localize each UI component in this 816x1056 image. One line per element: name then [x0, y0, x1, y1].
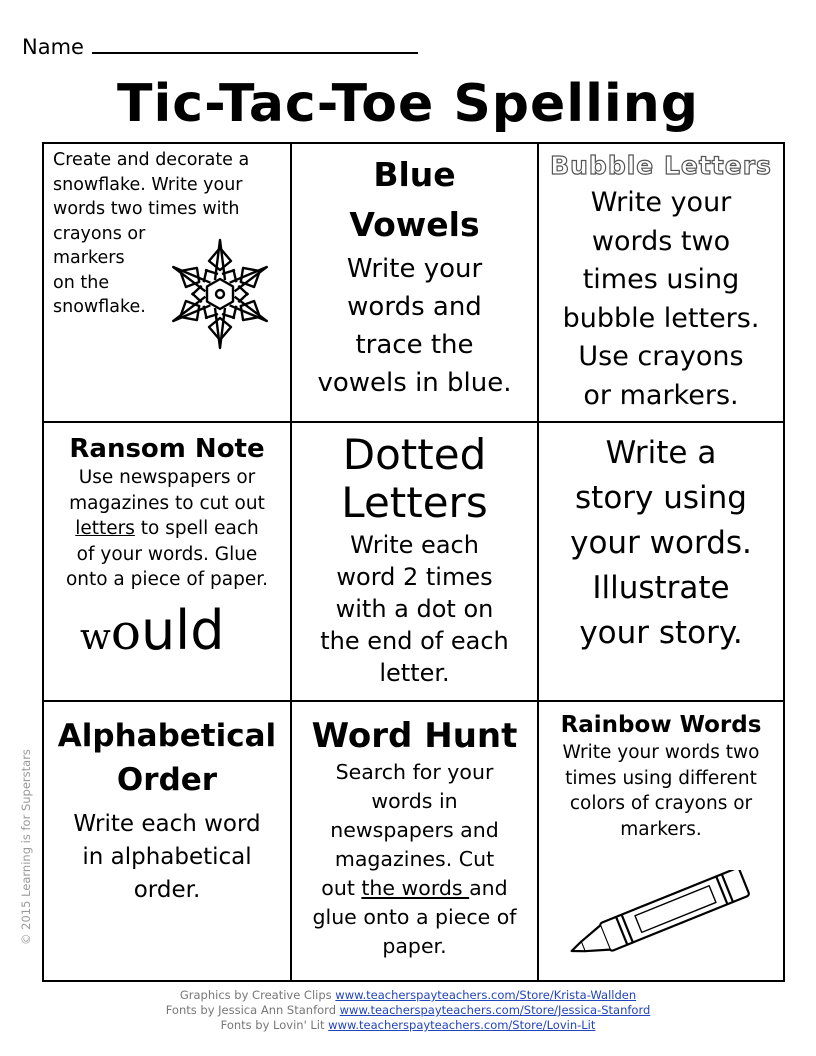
- text-line: letter.: [379, 659, 450, 687]
- text-line: Illustrate: [592, 570, 730, 606]
- text-line: Write your words two: [562, 742, 760, 763]
- text-line: your words.: [570, 525, 752, 561]
- credit-text: Fonts by Jessica Ann Stanford: [165, 1003, 340, 1017]
- text-line: story using: [575, 480, 747, 516]
- blue-vowels-instructions: [292, 250, 537, 402]
- alphabetical-order-instructions: [44, 808, 290, 907]
- text-line: Use crayons: [578, 341, 744, 372]
- dotted-letters-heading: [292, 431, 537, 527]
- text-line: Write your: [346, 254, 483, 284]
- text-line: crayons or: [53, 223, 146, 244]
- text-line: Write each: [350, 531, 479, 559]
- bubble-letters-instructions: [539, 184, 783, 415]
- page-title: Tic-Tac-Toe Spelling: [117, 74, 699, 134]
- crayon-icon: [561, 870, 761, 962]
- heading-line: Letters: [341, 478, 488, 527]
- credit-text: Fonts by Lovin' Lit: [220, 1018, 329, 1032]
- cell-word-hunt: [292, 702, 539, 980]
- tic-tac-toe-grid: [42, 142, 785, 982]
- word-hunt-heading: Word Hunt: [311, 716, 518, 756]
- ransom-example-word: [80, 599, 224, 662]
- rainbow-words-heading: Rainbow Words: [560, 712, 762, 738]
- credit-line: [0, 1018, 816, 1033]
- text-line: times using: [582, 264, 740, 295]
- text-line: Write each word: [73, 811, 261, 837]
- heading-line: Blue: [373, 155, 456, 194]
- text-line: paper.: [382, 934, 447, 958]
- text-line: [292, 874, 537, 903]
- credit-text: Graphics by Creative Clips: [179, 988, 336, 1002]
- side-copyright: © 2015 Learning is for Superstars: [19, 749, 33, 945]
- word-hunt-instructions: [292, 758, 537, 961]
- cell-ransom-note: [44, 423, 292, 702]
- text-line: onto a piece of paper.: [65, 569, 269, 590]
- bubble-letters-heading: Bubble Letters: [550, 151, 772, 180]
- cell-write-story: [539, 423, 783, 702]
- underlined-word: letters: [75, 518, 135, 539]
- heading-line: Alphabetical: [57, 718, 277, 754]
- ransom-letter: w: [80, 617, 111, 658]
- write-story-instructions: [539, 431, 783, 656]
- name-field[interactable]: [22, 34, 418, 59]
- text-line: words two: [591, 225, 731, 257]
- text-line: magazines to cut out: [69, 492, 265, 514]
- text-line: Use newspapers or: [78, 467, 256, 488]
- credit-line: [0, 1003, 816, 1018]
- blue-vowels-heading: [292, 150, 537, 250]
- text-line: colors of crayons or: [569, 793, 753, 814]
- cell-blue-vowels: [292, 144, 539, 423]
- text-line: times using different: [565, 767, 757, 789]
- text-line: in alphabetical: [82, 844, 252, 870]
- name-blank-line[interactable]: [92, 34, 418, 54]
- credit-link[interactable]: www.teacherspayteachers.com/Store/Krista-Wallden: [335, 988, 637, 1002]
- text-line: trace the: [355, 330, 474, 360]
- rainbow-words-instructions: [539, 740, 783, 842]
- cell-rainbow-words: [539, 702, 783, 980]
- text-line: Write your: [590, 187, 732, 218]
- text-line: word 2 times: [336, 563, 493, 591]
- text-line: your story.: [579, 615, 743, 651]
- credit-link[interactable]: www.teacherspayteachers.com/Store/Lovin-Lit: [328, 1018, 596, 1032]
- text-line: magazines. Cut: [334, 847, 495, 871]
- snowflake-icon: [162, 236, 278, 352]
- ransom-letter: l: [175, 599, 191, 662]
- text-line: words in: [371, 789, 458, 813]
- heading-line: Vowels: [349, 205, 480, 244]
- cell-snowflake: [44, 144, 292, 423]
- heading-line: Dotted: [342, 430, 487, 479]
- credit-link[interactable]: www.teacherspayteachers.com/Store/Jessica-Stanford: [339, 1003, 651, 1017]
- underlined-words: the words: [361, 876, 470, 900]
- text-line: on the: [53, 272, 110, 293]
- credits: [0, 988, 816, 1033]
- cell-dotted-letters: [292, 423, 539, 702]
- text-fragment: to spell each: [134, 518, 259, 539]
- text-line: words and: [347, 292, 482, 322]
- text-line: Create and decorate a: [53, 150, 250, 170]
- text-line: or markers.: [583, 379, 739, 411]
- text-line: glue onto a piece of: [312, 905, 517, 929]
- text-line: Write a: [605, 435, 717, 471]
- text-fragment: out: [321, 876, 362, 900]
- text-line: order.: [133, 877, 201, 903]
- cell-alphabetical-order: [44, 702, 292, 980]
- ransom-note-heading: Ransom Note: [69, 434, 265, 464]
- name-label: Name: [22, 35, 84, 59]
- text-line: bubble letters.: [562, 302, 760, 334]
- heading-line: Order: [116, 762, 218, 798]
- text-fragment: and: [469, 876, 508, 900]
- text-line: the end of each: [320, 627, 509, 655]
- text-line: words two times with: [53, 199, 240, 219]
- ransom-letter: u: [140, 599, 176, 662]
- dotted-letters-instructions: [292, 529, 537, 689]
- text-line: [44, 516, 290, 542]
- alphabetical-order-heading: [44, 714, 290, 802]
- text-line: vowels in blue.: [317, 368, 512, 398]
- text-line: of your words. Glue: [76, 543, 258, 565]
- ransom-note-instructions: [44, 465, 290, 593]
- text-line: with a dot on: [335, 595, 494, 623]
- text-line: snowflake. Write your: [53, 174, 243, 195]
- ransom-letter: d: [190, 599, 225, 662]
- credit-line: [0, 988, 816, 1003]
- text-line: snowflake.: [53, 297, 146, 317]
- text-line: newspapers and: [330, 818, 499, 842]
- ransom-letter: o: [110, 603, 141, 661]
- text-line: Search for your: [335, 760, 494, 784]
- cell-bubble-letters: [539, 144, 783, 423]
- text-line: markers: [53, 248, 125, 268]
- text-line: markers.: [620, 818, 702, 840]
